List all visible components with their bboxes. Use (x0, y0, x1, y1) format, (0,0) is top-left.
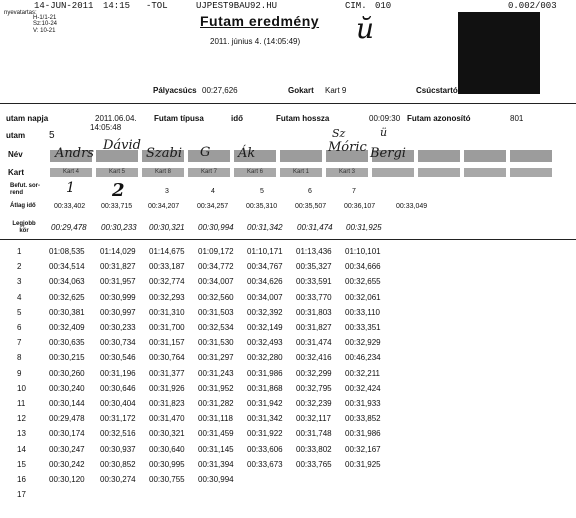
gokart-value: Kart 9 (325, 86, 347, 95)
lap-time-cell: 00:33,110 (345, 307, 380, 317)
lap-time-cell: 00:34,007 (247, 292, 283, 302)
name-row-label: Név (8, 150, 23, 159)
best-lap-time: 00:31,474 (297, 223, 333, 232)
race-number-label: utam (6, 131, 26, 140)
lap-time-cell: 00:33,802 (296, 444, 332, 454)
lap-time-cell: 00:30,215 (49, 353, 85, 363)
lap-number: 4 (17, 292, 22, 302)
finish-order-label: Befut. sor- rend (10, 183, 40, 196)
gokart-label: Gokart (288, 86, 314, 95)
lap-time-cell: 00:30,999 (100, 292, 136, 302)
lap-time-cell: 00:32,534 (198, 323, 234, 332)
track-record-label: Pályacsúcs (153, 86, 197, 95)
lap-time-cell: 00:31,922 (247, 429, 283, 439)
lap-time-cell: 00:30,274 (100, 475, 136, 484)
lap-time-cell: 00:30,994 (198, 475, 234, 484)
finish-position: 2 (112, 180, 125, 201)
lap-time-cell: 01:09,172 (198, 247, 234, 256)
lap-number: 17 (17, 490, 26, 500)
lap-time-cell: 00:32,117 (296, 414, 331, 424)
average-time: 00:34,257 (197, 203, 229, 210)
lap-time-cell: 00:30,381 (49, 307, 85, 317)
lap-time-cell: 01:14,675 (149, 247, 185, 256)
kart-cell (464, 168, 506, 177)
lap-time-cell: 00:30,755 (149, 475, 185, 484)
driver-signature: Dávid (103, 138, 141, 153)
lap-time-cell: 00:30,734 (100, 338, 136, 348)
lap-time-cell: 00:30,233 (100, 323, 136, 332)
lap-number: 2 (17, 262, 22, 272)
driver-signature: Ák (238, 146, 256, 161)
lap-time-cell: 01:14,029 (100, 247, 136, 256)
lap-time-cell: 00:30,546 (100, 353, 136, 363)
lap-time-cell: 00:33,606 (247, 444, 283, 454)
lap-time-cell: 00:35,327 (296, 262, 332, 272)
lap-time-cell: 00:30,640 (149, 444, 185, 454)
lap-time-cell: 00:30,404 (100, 399, 136, 408)
driver-signature-extra: Sz (332, 127, 346, 140)
driver-signature: Bergi (370, 146, 406, 161)
lap-time-cell: 00:32,239 (296, 399, 332, 408)
lap-time-cell: 00:33,852 (345, 414, 381, 424)
lap-time-cell: 00:32,795 (296, 383, 332, 393)
lap-time-cell: 00:32,625 (49, 292, 85, 302)
lap-time-cell: 00:33,770 (296, 292, 332, 302)
fax-page-count: 0.002/003 (508, 1, 557, 11)
peak-holder-label: Csúcstartó (416, 86, 458, 95)
divider (0, 103, 576, 104)
lap-time-cell: 00:31,942 (247, 399, 283, 408)
lap-time-cell: 00:33,591 (296, 277, 332, 287)
lap-time-cell: 00:34,514 (49, 262, 85, 272)
lap-time-cell: 00:31,503 (198, 307, 234, 317)
lap-time-cell: 00:32,392 (247, 307, 283, 317)
lap-time-cell: 00:32,516 (100, 429, 136, 439)
kart-cell (510, 168, 552, 177)
lap-time-cell: 00:32,774 (149, 277, 185, 287)
driver-signature: Szabi (146, 146, 182, 161)
track-record-value: 00:27,626 (202, 86, 238, 95)
lap-time-cell: 00:30,646 (100, 383, 136, 393)
lap-time-cell: 00:46,234 (345, 353, 381, 363)
best-lap-label: Legjobb kör (12, 221, 36, 234)
handwritten-mark: ŭ (356, 12, 375, 45)
lap-number: 6 (17, 323, 22, 332)
kart-cell: Kart 8 (142, 168, 184, 177)
lap-time-cell: 00:29,478 (49, 414, 85, 424)
lap-time-cell: 00:32,409 (49, 323, 85, 332)
lap-time-cell: 00:31,827 (296, 323, 332, 332)
lap-time-cell: 00:34,666 (345, 262, 381, 272)
lap-time-cell: 00:31,933 (345, 399, 381, 408)
best-lap-time: 00:30,233 (101, 223, 137, 232)
kart-cell: Kart 1 (280, 168, 322, 177)
lap-time-cell: 00:31,823 (149, 399, 185, 408)
best-lap-time: 00:29,478 (51, 223, 87, 232)
lap-time-cell: 00:30,635 (49, 338, 85, 348)
lap-time-cell: 00:31,297 (198, 353, 234, 363)
lap-time-cell: 00:30,321 (149, 429, 185, 439)
best-lap-time: 00:31,342 (247, 223, 283, 232)
lap-time-cell: 00:33,187 (149, 262, 185, 272)
fax-date: 14-JUN-2011 (34, 1, 94, 11)
kart-cell: Kart 6 (234, 168, 276, 177)
lap-time-cell: 00:31,952 (198, 383, 234, 393)
lap-number: 16 (17, 475, 26, 484)
fax-time: 14:15 (103, 1, 131, 11)
lap-time-cell: 00:31,172 (100, 414, 136, 424)
lap-time-cell: 00:31,282 (198, 399, 234, 408)
fax-address: UJPEST9BAU92.HU (196, 1, 278, 11)
best-lap-time: 00:30,321 (149, 223, 185, 232)
lap-number: 8 (17, 353, 22, 363)
opening-hours-line: H-1/1-21 (33, 15, 57, 21)
lap-number: 5 (17, 307, 22, 317)
lap-number: 7 (17, 338, 22, 348)
best-lap-time: 00:31,925 (346, 223, 382, 232)
kart-cell (418, 168, 460, 177)
lap-time-cell: 00:31,157 (149, 338, 185, 348)
lap-time-cell: 00:32,560 (198, 292, 234, 302)
lap-time-cell: 00:31,243 (198, 368, 234, 378)
race-date-label: utam napja (6, 114, 49, 123)
lap-time-cell: 00:31,926 (149, 383, 185, 393)
average-time: 00:35,507 (295, 203, 327, 210)
driver-signature: Móric (328, 140, 367, 155)
lap-time-cell: 00:31,470 (149, 414, 185, 424)
lap-time-cell: 00:31,394 (198, 459, 234, 469)
race-type-label: Futam típusa (154, 114, 204, 123)
lap-number: 10 (17, 383, 26, 393)
driver-signature-extra: ü (380, 126, 388, 139)
kart-cell (372, 168, 414, 177)
lap-time-cell: 00:32,424 (345, 383, 381, 393)
kart-row-label: Kart (8, 168, 25, 177)
lap-time-cell: 01:10,101 (345, 247, 381, 256)
lap-time-cell: 00:34,063 (49, 277, 85, 287)
lap-number: 1 (17, 247, 22, 256)
lap-number: 14 (17, 444, 26, 454)
lap-time-cell: 00:31,310 (149, 307, 185, 317)
lap-number: 11 (17, 399, 26, 408)
lap-number: 3 (17, 277, 22, 287)
lap-time-cell: 00:34,767 (247, 262, 283, 272)
lap-time-cell: 00:31,459 (198, 429, 234, 439)
driver-name-cell (418, 150, 460, 162)
lap-time-cell: 00:30,260 (49, 368, 85, 378)
lap-time-cell: 00:30,997 (100, 307, 136, 317)
lap-time-cell: 00:30,174 (49, 429, 85, 439)
lap-time-cell: 00:33,351 (345, 323, 381, 332)
lap-time-cell: 00:33,765 (296, 459, 332, 469)
average-time: 00:33,715 (101, 203, 133, 210)
kart-cell: Kart 4 (50, 168, 92, 177)
driver-name-cell (464, 150, 506, 162)
lap-time-cell: 00:32,061 (345, 292, 381, 302)
lap-time-cell: 00:33,673 (247, 459, 283, 469)
lap-time-cell: 00:31,196 (100, 368, 136, 378)
finish-position: 4 (211, 188, 215, 195)
kart-cell: Kart 5 (96, 168, 138, 177)
average-time: 00:34,207 (148, 203, 180, 210)
lap-time-cell: 01:13,436 (296, 247, 332, 256)
race-id-value: 801 (510, 114, 524, 123)
lap-time-cell: 00:31,377 (149, 368, 185, 378)
lap-number: 13 (17, 429, 26, 439)
divider (0, 239, 576, 240)
lap-time-cell: 00:30,995 (149, 459, 185, 469)
lap-time-cell: 00:30,144 (49, 399, 85, 408)
lap-time-cell: 00:32,211 (345, 368, 380, 378)
redaction-box (458, 12, 540, 94)
average-time-label: Átlag idő (10, 203, 36, 209)
lap-time-cell: 01:10,171 (247, 247, 283, 256)
driver-name-cell (510, 150, 552, 162)
race-id-label: Futam azonosító (407, 114, 471, 123)
lap-time-cell: 00:31,957 (100, 277, 136, 287)
lap-time-cell: 00:31,803 (296, 307, 332, 317)
race-length-label: Futam hossza (276, 114, 330, 123)
lap-time-cell: 00:30,247 (49, 444, 85, 454)
lap-time-cell: 00:30,937 (100, 444, 136, 454)
lap-time-cell: 00:30,242 (49, 459, 85, 469)
lap-time-cell: 00:31,748 (296, 429, 332, 439)
lap-time-cell: 00:31,118 (198, 414, 233, 424)
average-time: 00:36,107 (344, 203, 376, 210)
lap-time-cell: 00:32,167 (345, 444, 381, 454)
kart-cell: Kart 3 (326, 168, 368, 177)
race-time-label: idő (231, 114, 243, 123)
driver-signature: G (200, 145, 211, 160)
lap-time-cell: 00:32,493 (247, 338, 283, 348)
average-time: 00:35,310 (246, 203, 278, 210)
lap-time-cell: 00:30,852 (100, 459, 136, 469)
lap-number: 9 (17, 368, 22, 378)
lap-time-cell: 00:32,655 (345, 277, 381, 287)
fax-cim-number: 010 (375, 1, 392, 11)
driver-name-cell (280, 150, 322, 162)
lap-time-cell: 00:31,145 (198, 444, 234, 454)
kart-cell: Kart 7 (188, 168, 230, 177)
lap-time-cell: 00:31,474 (296, 338, 332, 348)
race-length-value: 00:09:30 (369, 114, 401, 123)
lap-time-cell: 00:32,280 (247, 353, 283, 363)
page-title: Futam eredmény (200, 13, 320, 29)
average-time: 00:33,049 (396, 203, 428, 210)
race-date-value: 2011.06.04. (95, 114, 137, 123)
lap-time-cell: 00:31,986 (247, 368, 283, 378)
lap-time-cell: 00:30,764 (149, 353, 185, 363)
race-datetime: 2011. június 4. (14:05:49) (210, 37, 301, 46)
lap-time-cell: 00:34,007 (198, 277, 234, 287)
average-time: 00:33,402 (54, 203, 86, 210)
lap-time-cell: 00:30,120 (49, 475, 85, 484)
driver-signature: Andrs (55, 146, 94, 161)
race-time-value: 14:05:48 (90, 123, 122, 132)
lap-time-cell: 00:32,293 (149, 292, 185, 302)
opening-hours-line: V: 10-21 (33, 28, 56, 34)
finish-position: 5 (260, 188, 264, 195)
lap-time-cell: 00:32,929 (345, 338, 381, 348)
fax-cim-label: CIM. (345, 1, 367, 11)
opening-hours-label: nyevatartas: (4, 10, 37, 16)
lap-time-cell: 00:31,530 (198, 338, 234, 348)
race-number-value: 5 (49, 130, 55, 141)
lap-time-cell: 00:32,416 (296, 353, 332, 363)
lap-time-cell: 01:08,535 (49, 247, 85, 256)
lap-time-cell: 00:31,827 (100, 262, 136, 272)
opening-hours-line: Sz:10-24 (33, 21, 58, 27)
finish-position: 3 (165, 188, 169, 195)
lap-time-cell: 00:31,868 (247, 383, 283, 393)
lap-time-cell: 00:32,299 (296, 368, 332, 378)
finish-position: 6 (308, 188, 312, 195)
finish-position: 7 (352, 188, 356, 195)
best-lap-time: 00:30,994 (198, 223, 234, 232)
lap-time-cell: 00:31,342 (247, 414, 283, 424)
lap-time-cell: 00:32,149 (247, 323, 283, 332)
lap-time-cell: 00:31,700 (149, 323, 185, 332)
fax-sender: -TOL (146, 1, 168, 11)
finish-position: 1 (66, 180, 75, 196)
lap-number: 12 (17, 414, 26, 424)
lap-time-cell: 00:34,772 (198, 262, 234, 272)
lap-time-cell: 00:30,240 (49, 383, 85, 393)
lap-time-cell: 00:31,925 (345, 459, 381, 469)
lap-number: 15 (17, 459, 26, 469)
lap-time-cell: 00:34,626 (247, 277, 283, 287)
lap-time-cell: 00:31,986 (345, 429, 381, 439)
